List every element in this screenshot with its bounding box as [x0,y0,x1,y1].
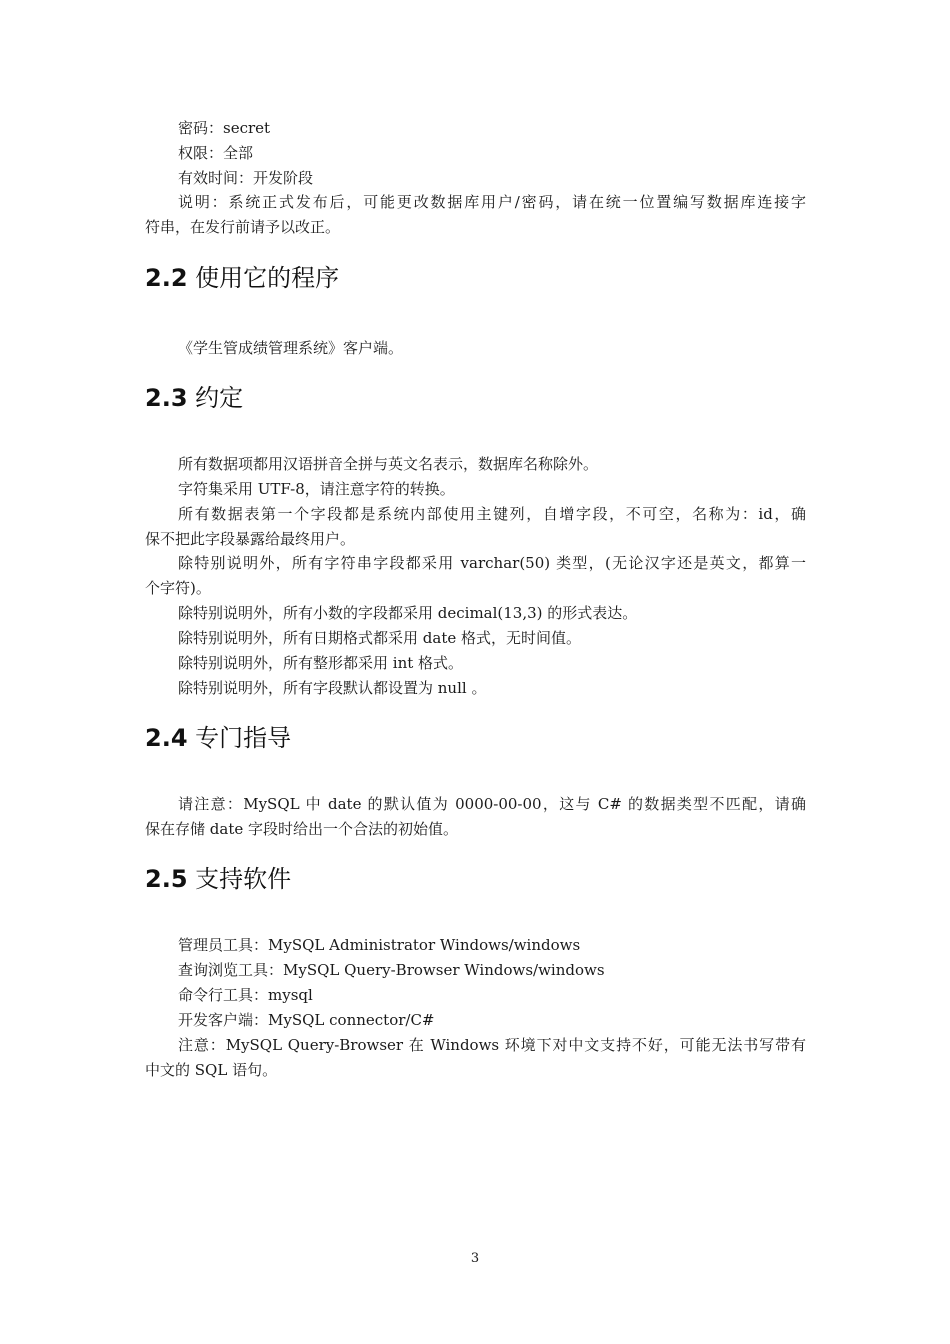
section-title: 支持软件 [195,865,292,893]
convention-line: 所有数据表第一个字段都是系统内部使用主键列，自增字段，不可空，名称为：id，确 [178,505,806,523]
guidance-line-1: 请注意：MySQL 中 date 的默认值为 0000-00-00，这与 C# 的数据类型不匹配，请确 [178,795,806,813]
software-line: 管理员工具：MySQL Administrator Windows/windows [178,936,581,954]
section-heading-2-2 [145,262,339,294]
permission-line: 权限：全部 [178,144,254,162]
convention-line: 保不把此字段暴露给最终用户。 [145,530,356,548]
convention-line: 除特别说明外，所有整形都采用 int 格式。 [178,654,464,672]
guidance-line-2: 保在存储 date 字段时给出一个合法的初始值。 [145,820,458,838]
section-heading-2-3 [145,382,243,414]
valid-time-line: 有效时间：开发阶段 [178,169,314,187]
convention-line: 除特别说明外，所有字段默认都设置为 null 。 [178,679,487,697]
section-number: 2.2 [145,264,188,292]
program-line: 《学生管成绩管理系统》客户端。 [178,339,404,357]
software-line: 命令行工具：mysql [178,986,313,1004]
section-title: 使用它的程序 [195,264,340,292]
section-heading-2-5 [145,863,291,895]
note-line-1: 说明：系统正式发布后，可能更改数据库用户/密码，请在统一位置编写数据库连接字 [178,193,806,211]
convention-line: 除特别说明外，所有字符串字段都采用 varchar(50) 类型，(无论汉字还是英文，都算一 [178,554,806,572]
section-number: 2.3 [145,384,188,412]
note-line-2: 符串，在发行前请予以改正。 [145,218,341,236]
convention-line: 字符集采用 UTF-8，请注意字符的转换。 [178,480,455,498]
convention-line: 个字符)。 [145,579,211,597]
software-note-line-1: 注意：MySQL Query-Browser 在 Windows 环境下对中文支持不好，可能无法书写带有 [178,1036,806,1054]
section-title: 约定 [195,384,244,412]
software-line: 开发客户端：MySQL connector/C# [178,1011,435,1029]
software-line: 查询浏览工具：MySQL Query-Browser Windows/windows [178,961,605,979]
convention-line: 除特别说明外，所有日期格式都采用 date 格式，无时间值。 [178,629,581,647]
section-heading-2-4 [145,722,291,754]
page-number: 3 [470,1251,480,1266]
password-line: 密码：secret [178,119,271,137]
convention-line: 所有数据项都用汉语拼音全拼与英文名表示，数据库名称除外。 [178,455,599,473]
section-title: 专门指导 [195,724,292,752]
convention-line: 除特别说明外，所有小数的字段都采用 decimal(13,3) 的形式表达。 [178,604,638,622]
software-note-line-2: 中文的 SQL 语句。 [145,1061,278,1079]
section-number: 2.5 [145,865,188,893]
section-number: 2.4 [145,724,188,752]
